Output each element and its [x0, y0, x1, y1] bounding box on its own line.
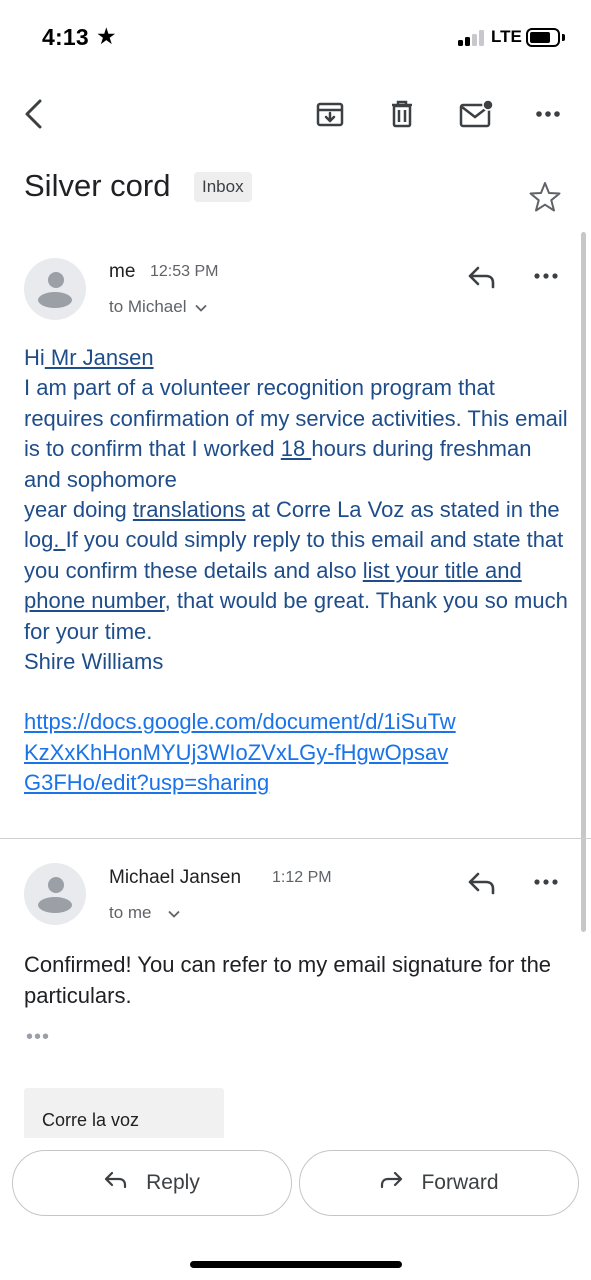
toolbar — [0, 90, 591, 140]
recipient-label: to Michael — [109, 297, 187, 316]
signature-text: Corre la voz — [42, 1110, 140, 1130]
message-body: Confirmed! You can refer to my email signature for the particulars. — [24, 952, 552, 1008]
home-indicator[interactable] — [190, 1261, 402, 1268]
chevron-down-icon — [168, 903, 180, 923]
network-label: LTE — [491, 27, 522, 46]
avatar[interactable] — [24, 863, 86, 925]
body-paragraph-2: year doing translations at Corre La Voz as stated in the log. If you could simply reply to this email and state that you confirm these details and also list your title and phone number, that would be great. Thank you so much for your time. — [24, 497, 568, 644]
message-time: 12:53 PM — [150, 263, 219, 280]
archive-icon[interactable] — [308, 90, 352, 138]
star-icon[interactable] — [528, 180, 562, 214]
forward-icon — [379, 1171, 403, 1195]
greeting-line: Hi Mr Jansen — [24, 345, 154, 370]
inbox-label-badge[interactable]: Inbox — [194, 172, 252, 202]
document-link[interactable]: https://docs.google.com/document/d/1iSuTwKzXxKhHonMYUj3WIoZVxLGy-fHgwOpsavG3FHo/edit?usp=sharing — [24, 709, 456, 796]
status-time: 4:13 — [42, 24, 89, 50]
sender-name: me — [109, 261, 136, 282]
status-bar — [0, 0, 591, 76]
recipient-details[interactable] — [109, 297, 207, 317]
delete-icon[interactable] — [380, 90, 424, 138]
signature-preview — [24, 1088, 224, 1140]
battery-icon — [526, 28, 560, 47]
forward-label: Forward — [421, 1171, 499, 1194]
reply-icon[interactable] — [462, 260, 502, 294]
message-divider — [0, 838, 591, 839]
recipient-label: to me — [109, 903, 152, 922]
avatar[interactable] — [24, 258, 86, 320]
message-more-icon[interactable] — [526, 259, 566, 293]
scrollbar[interactable] — [581, 232, 586, 932]
translations-link[interactable]: translations — [132, 497, 246, 523]
message-body — [24, 343, 574, 799]
forward-button[interactable] — [299, 1150, 579, 1216]
hours-link[interactable]: 18 — [280, 436, 312, 462]
message-time: 1:12 PM — [272, 869, 332, 886]
reply-label: Reply — [146, 1171, 200, 1194]
recipient-details[interactable] — [109, 903, 180, 923]
show-trimmed-content-button[interactable]: ••• — [26, 1026, 51, 1048]
location-star-icon: ★ — [96, 23, 117, 49]
reply-icon[interactable] — [462, 866, 502, 900]
sender-signature: Shire Williams — [24, 649, 164, 675]
body-paragraph: I am part of a volunteer recognition program that requires confirmation of my service activities. This email is to confirm that I worked 18 hours during freshman and sophomore — [24, 375, 568, 492]
title-phone-link[interactable]: list your title and phone number — [24, 557, 522, 614]
back-icon[interactable] — [12, 90, 56, 138]
chevron-down-icon — [195, 297, 207, 317]
message-more-icon[interactable] — [526, 865, 566, 899]
email-subject: Silver cord — [24, 168, 171, 203]
cellular-signal-icon — [458, 30, 486, 46]
reply-icon — [104, 1171, 128, 1195]
reply-button[interactable] — [12, 1150, 292, 1216]
sender-name: Michael Jansen — [109, 867, 242, 888]
more-icon[interactable] — [526, 90, 570, 138]
mark-unread-icon[interactable] — [454, 90, 498, 138]
bottom-action-bar — [0, 1138, 591, 1280]
